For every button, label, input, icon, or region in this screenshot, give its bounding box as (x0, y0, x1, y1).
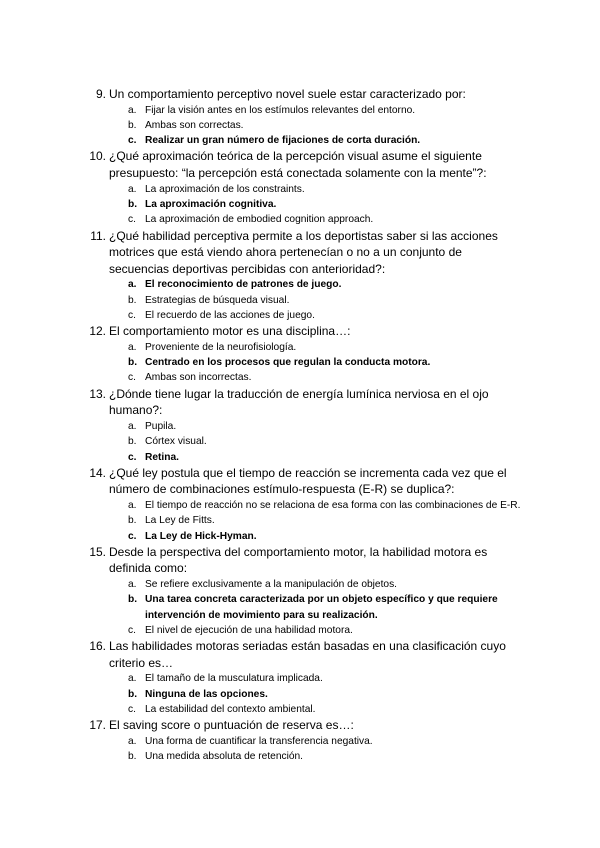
option-text: Realizar un gran número de fijaciones de corta duración. (145, 135, 421, 147)
answer-option (128, 370, 523, 385)
option-text: Se refiere exclusivamente a la manipulación de objetos. (145, 579, 398, 591)
question-line (89, 465, 514, 498)
question-number: 17. (89, 718, 106, 733)
question-text: ¿Qué habilidad perceptiva permite a los deportistas saber si las acciones motrices que está viendo ahora pertenecían o no a un conjunto de secuencias deportivas percibidas con anterioridad?: (109, 228, 498, 276)
option-letter: b. (128, 357, 138, 369)
question (0, 386, 600, 465)
answer-option (128, 513, 523, 528)
option-letter: c. (128, 624, 136, 636)
question-line (89, 544, 514, 577)
option-letter: a. (128, 104, 137, 116)
answer-option-correct (128, 355, 523, 370)
option-text: La aproximación cognitiva. (145, 198, 277, 210)
question-text: ¿Qué ley postula que el tiempo de reacción se incrementa cada vez que el número de combinaciones estímulo-respuesta (E-R) se duplica?: (109, 465, 507, 497)
option-letter: b. (128, 751, 137, 763)
question (0, 86, 600, 148)
question (0, 148, 600, 227)
option-text: La Ley de Hick-Hyman. (145, 530, 257, 542)
question-text: El saving score o puntuación de reserva es…: (109, 718, 354, 733)
option-letter: a. (128, 499, 137, 511)
answer-option (128, 498, 523, 513)
answer-option (128, 308, 523, 323)
answer-option-correct (128, 529, 523, 544)
question (0, 638, 600, 717)
answer-option (128, 118, 523, 133)
option-letter: c. (128, 451, 137, 463)
question-text: Las habilidades motoras seriadas están basadas en una clasificación cuyo criterio es… (109, 639, 506, 670)
question (0, 717, 600, 764)
question-line (89, 638, 514, 671)
option-letter: a. (128, 673, 137, 685)
option-text: El tamaño de la musculatura implicada. (145, 673, 323, 685)
question-text: El comportamiento motor es una disciplina…: (109, 324, 351, 339)
option-letter: c. (128, 372, 136, 384)
answer-option (128, 671, 523, 686)
option-letter: b. (128, 119, 137, 131)
question-number: 15. (89, 544, 106, 559)
option-letter: b. (128, 688, 138, 700)
question-line (90, 228, 514, 278)
option-text: El reconocimiento de patrones de juego. (145, 279, 342, 291)
answer-option-correct (128, 277, 523, 292)
question-number: 13. (89, 386, 106, 401)
option-text: Ambas son incorrectas. (145, 372, 252, 384)
option-letter: a. (128, 279, 137, 291)
option-letter: c. (128, 135, 137, 147)
answer-option (128, 103, 523, 118)
answer-option (128, 749, 523, 764)
answer-option-correct (128, 687, 523, 702)
question-text: ¿Dónde tiene lugar la traducción de energía lumínica nerviosa en el ojo humano?: (109, 386, 489, 418)
question-number: 10. (89, 149, 106, 164)
question-line (95, 86, 514, 103)
option-letter: c. (128, 704, 136, 716)
option-letter: a. (128, 735, 137, 747)
option-text: Retina. (145, 451, 179, 463)
option-letter: a. (128, 183, 137, 195)
answer-option (128, 340, 523, 355)
option-letter: b. (128, 198, 138, 210)
question-line (89, 323, 514, 340)
option-text: La Ley de Fitts. (145, 515, 215, 527)
option-text: El tiempo de reacción no se relaciona de esa forma con las combinaciones de E-R. (145, 499, 521, 511)
option-text: El nivel de ejecución de una habilidad motora. (145, 624, 353, 636)
question-number: 16. (89, 639, 106, 654)
option-letter: b. (128, 515, 137, 527)
answer-option (128, 577, 523, 592)
question (0, 228, 600, 324)
question (0, 544, 600, 638)
question (0, 323, 600, 385)
answer-option (128, 702, 523, 717)
question-line (89, 148, 514, 181)
answer-option (128, 434, 523, 449)
question-number: 11. (90, 228, 106, 243)
option-letter: a. (128, 579, 137, 591)
option-letter: c. (128, 214, 136, 226)
option-text: Una tarea concreta caracterizada por un objeto específico y que requiere intervención de movimiento para su realización. (145, 594, 498, 621)
answer-option (128, 623, 523, 638)
question-line (89, 717, 514, 734)
question-text: Desde la perspectiva del comportamiento motor, la habilidad motora es definida como: (109, 544, 488, 576)
option-text: La aproximación de los constraints. (145, 183, 305, 195)
answer-option-correct (128, 133, 523, 148)
option-letter: a. (128, 420, 137, 432)
option-text: Ninguna de las opciones. (145, 688, 268, 700)
question-text: ¿Qué aproximación teórica de la percepción visual asume el siguiente presupuesto: “la percepción está conectada solamente con la mente”?: (109, 149, 487, 181)
option-letter: c. (128, 309, 136, 321)
answer-option-correct (128, 197, 523, 212)
option-letter: c. (128, 530, 137, 542)
answer-option (128, 419, 523, 434)
question (0, 465, 600, 544)
option-letter: b. (128, 294, 137, 306)
option-letter: a. (128, 341, 137, 353)
option-text: Estrategias de búsqueda visual. (145, 294, 290, 306)
option-text: Fijar la visión antes en los estímulos relevantes del entorno. (145, 104, 416, 116)
option-text: Una forma de cuantificar la transferencia negativa. (145, 735, 373, 747)
question-list (0, 86, 600, 765)
question-text: Un comportamiento perceptivo novel suele estar caracterizado por: (109, 87, 466, 101)
option-text: Proveniente de la neurofisiología. (145, 341, 297, 353)
question-number: 12. (89, 324, 106, 339)
option-text: La aproximación de embodied cognition approach. (145, 214, 374, 226)
question-number: 14. (89, 465, 106, 480)
question-line (89, 386, 514, 419)
answer-option-correct (128, 592, 523, 623)
option-text: El recuerdo de las acciones de juego. (145, 309, 315, 321)
answer-option-correct (128, 450, 523, 465)
answer-option (128, 182, 523, 197)
option-text: Una medida absoluta de retención. (145, 751, 304, 763)
option-text: Ambas son correctas. (145, 119, 244, 131)
option-letter: b. (128, 436, 137, 448)
option-text: La estabilidad del contexto ambiental. (145, 704, 316, 716)
question-number: 9. (95, 87, 106, 101)
answer-option (128, 734, 523, 749)
option-text: Centrado en los procesos que regulan la conducta motora. (145, 357, 431, 369)
answer-option (128, 293, 523, 308)
option-text: Pupila. (145, 420, 177, 432)
option-text: Córtex visual. (145, 436, 207, 448)
option-letter: b. (128, 594, 138, 606)
answer-option (128, 212, 523, 227)
